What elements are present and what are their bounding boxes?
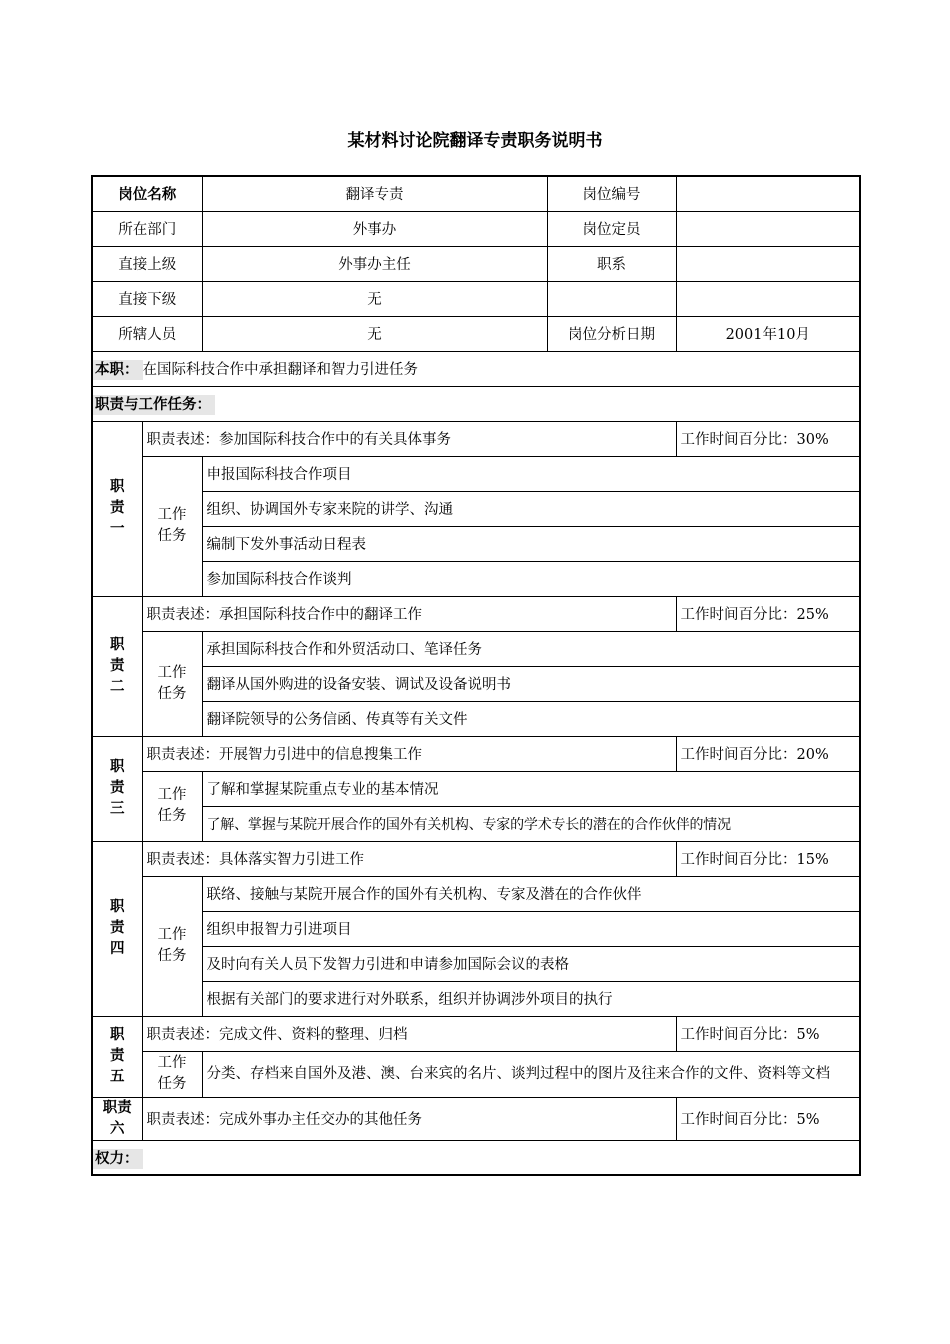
task-label [142,456,202,596]
value-department: 外事办 [202,211,547,246]
task-item: 组织申报智力引进项目 [202,911,860,946]
task-item: 根据有关部门的要求进行对外联系，组织并协调涉外项目的执行 [202,981,860,1016]
task-row [92,701,860,736]
duty-label [92,736,142,841]
label-analysis-date: 岗位分析日期 [547,316,676,351]
duty-label-text: 职 责 五 [110,1027,125,1085]
label-position-code: 岗位编号 [547,176,676,211]
duty-desc-row [92,421,860,456]
value-superior: 外事办主任 [202,246,547,281]
duty-label [92,421,142,596]
duty-label [92,596,142,736]
power-label: 权力： [93,1149,143,1169]
label-department: 所在部门 [92,211,202,246]
duty-percentage: 工作时间百分比：5% [676,1016,860,1051]
duty-label-text: 职 责 三 [110,759,125,817]
task-row [92,771,860,806]
empty-cell [547,281,676,316]
duty-desc-row [92,736,860,771]
value-quota [676,211,860,246]
task-row [92,946,860,981]
value-analysis-date: 2001年10月 [676,316,860,351]
task-label-text: 工作 任务 [157,507,187,544]
duty-label [92,1016,142,1097]
duty-desc: 职责表述：具体落实智力引进工作 [142,841,676,876]
task-item: 翻译从国外购进的设备安装、调试及设备说明书 [202,666,860,701]
duty-label-text: 职 责 一 [110,479,125,537]
task-label-text: 工作 任务 [157,1055,187,1092]
task-row [92,911,860,946]
task-row [92,806,860,841]
duty-label [92,1097,142,1140]
page-title: 某材料讨论院翻译专责职务说明书 [347,131,603,151]
task-row [92,491,860,526]
power-cell [92,1140,860,1175]
duty-percentage: 工作时间百分比：20% [676,736,860,771]
duty-desc-row [92,596,860,631]
task-label-text: 工作 任务 [157,787,187,824]
info-row [92,316,860,351]
duty-desc: 职责表述：完成文件、资料的整理、归档 [142,1016,676,1051]
task-row [92,876,860,911]
label-quota: 岗位定员 [547,211,676,246]
task-item: 及时向有关人员下发智力引进和申请参加国际会议的表格 [202,946,860,981]
task-row [92,561,860,596]
task-label-text: 工作 任务 [157,927,187,964]
value-series [676,246,860,281]
info-row [92,281,860,316]
value-position-name: 翻译专责 [202,176,547,211]
job-description-table [91,175,861,1176]
duty-label-text: 职 责 二 [110,636,125,695]
duty-percentage: 工作时间百分比：5% [676,1097,860,1140]
value-staff: 无 [202,316,547,351]
task-label [142,771,202,841]
value-subordinate: 无 [202,281,547,316]
task-item: 编制下发外事活动日程表 [202,526,860,561]
task-label [142,1051,202,1097]
duties-header-row [92,386,860,421]
task-item: 承担国际科技合作和外贸活动口、笔译任务 [202,631,860,666]
duty-desc: 职责表述：开展智力引进中的信息搜集工作 [142,736,676,771]
duty-desc: 职责表述：参加国际科技合作中的有关具体事务 [142,421,676,456]
label-superior: 直接上级 [92,246,202,281]
label-series: 职系 [547,246,676,281]
duty-desc: 职责表述：完成外事办主任交办的其他任务 [142,1097,676,1140]
duty-percentage: 工作时间百分比：30% [676,421,860,456]
info-row [92,246,860,281]
task-row [92,631,860,666]
task-item: 翻译院领导的公务信函、传真等有关文件 [202,701,860,736]
duty-desc-row [92,1016,860,1051]
main-duty-text: 在国际科技合作中承担翻译和智力引进任务 [142,362,418,378]
task-row [92,456,860,491]
info-row [92,211,860,246]
main-duty-row [92,351,860,386]
task-label [142,876,202,1016]
task-label-text: 工作 任务 [157,664,187,702]
task-row [92,666,860,701]
task-item: 了解和掌握某院重点专业的基本情况 [202,771,860,806]
task-item: 申报国际科技合作项目 [202,456,860,491]
task-item: 分类、存档来自国外及港、澳、台来宾的名片、谈判过程中的图片及往来合作的文件、资料等文档 [202,1051,860,1097]
task-item: 了解、掌握与某院开展合作的国外有关机构、专家的学术专长的潜在的合作伙伴的情况 [202,806,860,841]
info-row [92,176,860,211]
duty-label-text: 职责 六 [102,1099,132,1137]
task-row [92,526,860,561]
task-label [142,631,202,736]
power-row [92,1140,860,1175]
empty-cell [676,281,860,316]
duties-header-cell [92,386,860,421]
main-duty-label: 本职： [93,360,143,380]
duty-desc-row [92,1097,860,1140]
duty-percentage: 工作时间百分比：15% [676,841,860,876]
duty-label [92,841,142,1016]
duty-desc: 职责表述：承担国际科技合作中的翻译工作 [142,596,676,631]
task-row [92,1051,860,1097]
label-position-name: 岗位名称 [92,176,202,211]
main-duty-cell [92,351,860,386]
task-item: 联络、接触与某院开展合作的国外有关机构、专家及潜在的合作伙伴 [202,876,860,911]
duty-percentage: 工作时间百分比：25% [676,596,860,631]
task-item: 参加国际科技合作谈判 [202,561,860,596]
task-item: 组织、协调国外专家来院的讲学、沟通 [202,491,860,526]
label-staff: 所辖人员 [92,316,202,351]
value-position-code [676,176,860,211]
duty-label-text: 职 责 四 [110,899,125,957]
duties-header-label: 职责与工作任务： [93,395,215,415]
label-subordinate: 直接下级 [92,281,202,316]
task-row [92,981,860,1016]
duty-desc-row [92,841,860,876]
